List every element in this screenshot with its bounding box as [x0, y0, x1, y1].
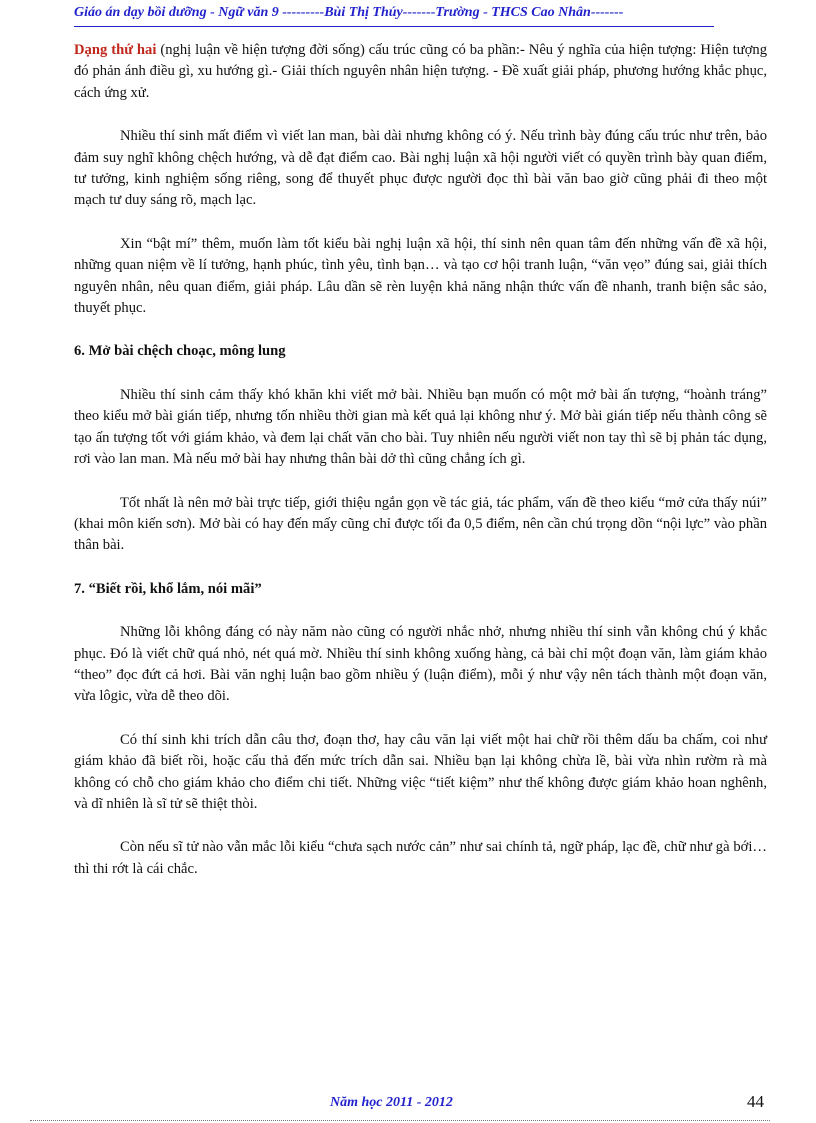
paragraph-type-two	[74, 40, 767, 104]
lead-term: Dạng thứ hai	[74, 42, 157, 58]
section-heading-7: 7. “Biết rồi, khổ lắm, nói mãi”	[74, 580, 262, 597]
paragraph: Nhiều thí sinh mất điểm vì viết lan man, bài dài nhưng không có ý. Nếu trình bày đúng cấu trúc như trên, bảo đảm suy nghĩ không chệch hướng, và dễ đạt điểm cao. Bài nghị luận xã hội người viết có quyền trình bày quan điểm, tư tưởng, kinh nghiệm sống riêng, song để thuyết phục được người đọc thì bài văn bao giờ cũng phải đi theo một mạch tư duy sáng rõ, mạch lạc.	[74, 128, 767, 209]
paragraph: Nhiều thí sinh cảm thấy khó khăn khi viết mở bài. Nhiều bạn muốn có một mở bài ấn tượng, “hoành tráng” theo kiểu mở bài gián tiếp, nhưng tốn nhiều thời gian mà kết quả lại không như ý. Mở bài gián tiếp nếu thành công sẽ tạo ấn tượng tốt với giám khảo, và đem lại chất văn cho bài. Tuy nhiên nếu người viết non tay thì sẽ bị phản tác dụng, rơi vào lan man. Mà nếu mở bài hay nhưng thân bài dở thì cũng chẳng ích gì.	[74, 386, 767, 468]
paragraph: Có thí sinh khi trích dẫn câu thơ, đoạn thơ, hay câu văn lại viết một hai chữ rồi thêm dấu ba chấm, coi như giám khảo đã biết rồi, hoặc cẩu thả đến mức trích dẫn sai. Nhiều bạn lại không chừa lề, bài vừa nhìn rườm rà mà không có chỗ cho giám khảo cho điểm chi tiết. Những việc “tiết kiệm” như thế không được giám khảo hoan nghênh, và dĩ nhiên là sĩ tử sẽ thiệt thòi.	[74, 731, 767, 812]
paragraph: Xin “bật mí” thêm, muốn làm tốt kiểu bài nghị luận xã hội, thí sinh nên quan tâm đến những vấn đề xã hội, những quan niệm về lí tưởng, hạnh phúc, tình yêu, tình bạn… và tạo cơ hội tranh luận, “văn vẹo” đúng sai, giải thích nguyên nhân, nêu quan điểm, giải pháp. Lâu dần sẽ rèn luyện khả năng nhận thức vấn đề nhanh, tranh biện sắc sảo, thuyết phục.	[74, 235, 767, 317]
section-heading-6: 6. Mở bài chệch choạc, mông lung	[74, 343, 286, 360]
page-footer: Năm học 2011 - 2012	[330, 1095, 453, 1110]
page-header: Giáo án dạy bồi dưỡng - Ngữ văn 9 ---------Bùi Thị Thúy-------Trường - THCS Cao Nhân-------	[74, 5, 624, 20]
paragraph: Còn nếu sĩ tử nào vẫn mắc lỗi kiểu “chưa sạch nước cản” như sai chính tả, ngữ pháp, lạc đề, chữ như gà bới… thì thi rớt là cái chắc.	[74, 839, 767, 877]
page-number: 44	[747, 1092, 764, 1111]
paragraph-text: (nghị luận về hiện tượng đời sống) cấu trúc cũng có ba phần:- Nêu ý nghĩa của hiện tượng: Hiện tượng đó phản ánh điều gì, xu hướng gì.- Giải thích nguyên nhân hiện tượng. - Đề xuất giải pháp, phương hướng khắc phục, cách ứng xử.	[74, 42, 767, 101]
header-rule	[74, 26, 714, 27]
document-body	[74, 40, 767, 902]
paragraph: Những lỗi không đáng có này năm nào cũng có người nhắc nhở, nhưng nhiều thí sinh vẫn không chú ý khắc phục. Đó là viết chữ quá nhỏ, nét quá mờ. Nhiều thí sinh không xuống hàng, cả bài chỉ một đoạn văn, làm giám khảo “theo” đọc đứt cả hơi. Bài văn nghị luận bao gồm nhiều ý (luận điểm), mỗi ý như vậy nên tách thành một đoạn văn, vừa lôgic, vừa dễ theo dõi.	[74, 624, 767, 705]
footer-rule	[30, 1120, 770, 1121]
paragraph: Tốt nhất là nên mở bài trực tiếp, giới thiệu ngắn gọn về tác giả, tác phẩm, vấn đề theo kiểu “mở cửa thấy núi” (khai môn kiến sơn). Mở bài có hay đến mấy cũng chỉ được tối đa 0,5 điểm, nên cần chú trọng dồn “nội lực” vào phần thân bài.	[74, 494, 767, 554]
